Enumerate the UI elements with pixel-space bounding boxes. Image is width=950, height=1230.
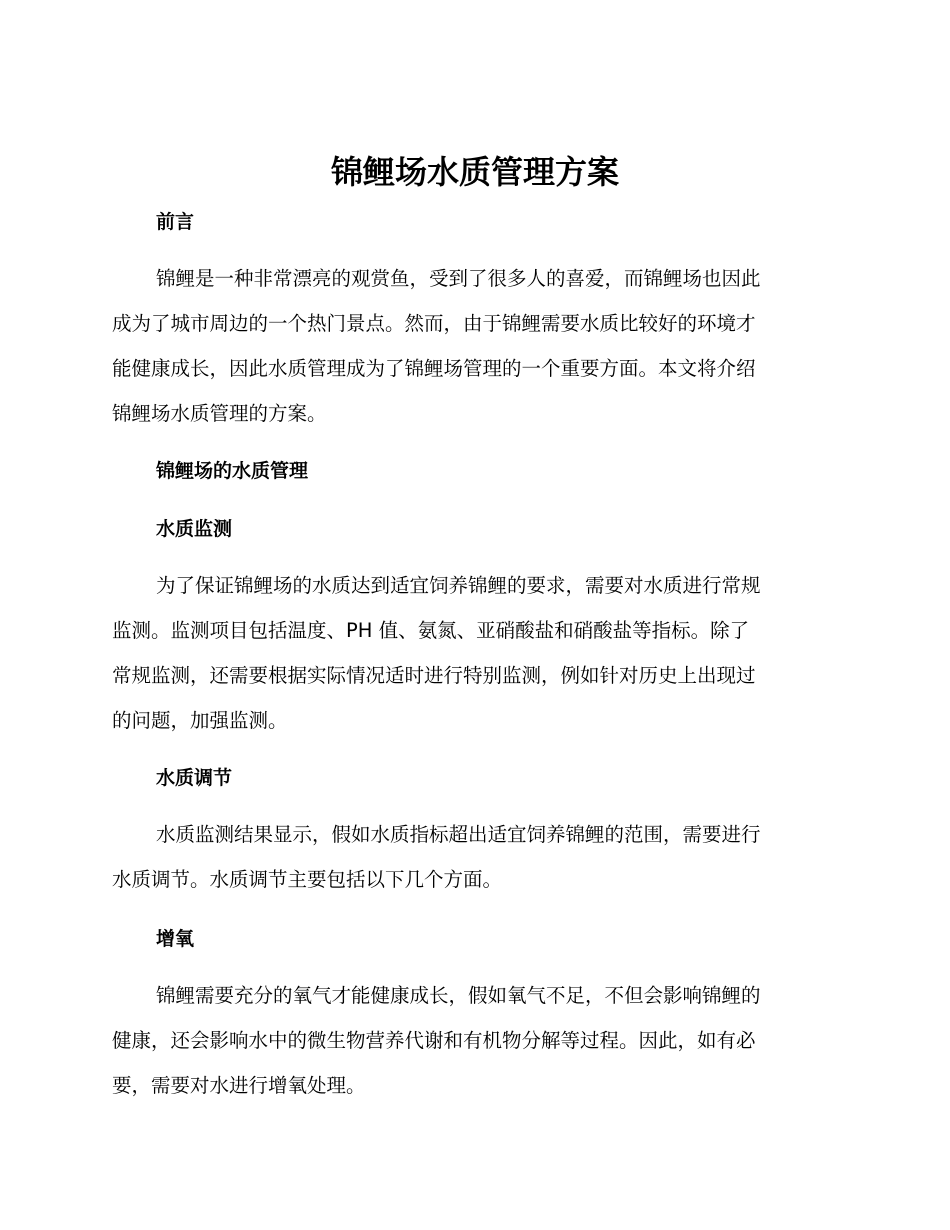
paragraph-line: 为了保证锦鲤场的水质达到适宜饲养锦鲤的要求，需要对水质进行常规: [156, 574, 761, 597]
paragraph-line: 监测。监测项目包括温度、PH 值、氨氮、亚硝酸盐和硝酸盐等指标。除了: [112, 619, 750, 642]
paragraph-line: 要，需要对水进行增氧处理。: [112, 1074, 366, 1097]
section-heading-preface: 前言: [156, 211, 195, 233]
paragraph-line: 水质监测结果显示，假如水质指标超出适宜饲养锦鲤的范围，需要进行: [156, 823, 761, 846]
paragraph-line: 健康，还会影响水中的微生物营养代谢和有机物分解等过程。因此，如有必: [112, 1029, 756, 1052]
paragraph-line: 锦鲤场水质管理的方案。: [112, 402, 327, 425]
paragraph-line: 锦鲤需要充分的氧气才能健康成长，假如氧气不足，不但会影响锦鲤的: [156, 984, 761, 1007]
paragraph-line: 水质调节。水质调节主要包括以下几个方面。: [112, 868, 503, 891]
paragraph-line: 锦鲤是一种非常漂亮的观赏鱼，受到了很多人的喜爱，而锦鲤场也因此: [156, 267, 761, 290]
monitoring-paragraph: [112, 563, 832, 743]
adjustment-paragraph: [112, 812, 832, 902]
section-heading-water-quality-management: 锦鲤场的水质管理: [156, 460, 309, 482]
section-heading-monitoring: 水质监测: [156, 518, 233, 540]
preface-paragraph: [112, 256, 832, 436]
paragraph-line: 成为了城市周边的一个热门景点。然而，由于锦鲤需要水质比较好的环境才: [112, 312, 756, 335]
section-heading-aeration: 增氧: [156, 928, 195, 950]
paragraph-line: 能健康成长，因此水质管理成为了锦鲤场管理的一个重要方面。本文将介绍: [112, 357, 756, 380]
paragraph-line: 的问题，加强监测。: [112, 709, 288, 732]
document-title: 锦鲤场水质管理方案: [330, 153, 619, 191]
section-heading-adjustment: 水质调节: [156, 767, 233, 789]
aeration-paragraph: [112, 973, 832, 1108]
paragraph-line: 常规监测，还需要根据实际情况适时进行特别监测，例如针对历史上出现过: [112, 664, 756, 687]
